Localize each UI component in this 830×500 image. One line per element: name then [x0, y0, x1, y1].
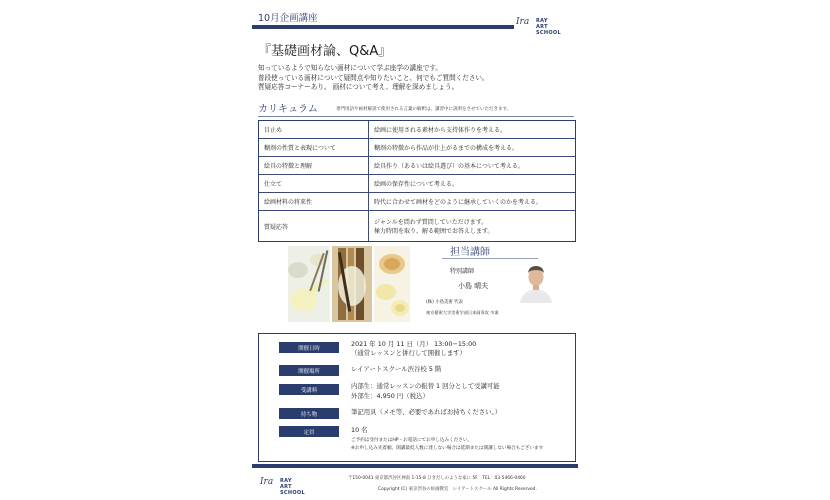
wood-brushes-photo: [332, 246, 372, 322]
school-logo: [516, 16, 576, 38]
curriculum-desc: 糊剤の特徴から作品が仕上がるまでの構成を考える。: [374, 145, 519, 152]
brushes-photo: [288, 246, 330, 322]
curriculum-desc: 絵画に使用される素材から支持体作りを考える。: [374, 127, 507, 134]
lecturer-portrait: [516, 261, 556, 303]
footer-address: 〒150-0041 東京都渋谷区神南 1-15-8 ひきだしのような家に 5F TEL：03-5466-0460: [348, 476, 526, 481]
table-row: [259, 175, 575, 193]
fee-label: 受講料: [279, 384, 339, 395]
curriculum-heading: カリキュラム: [258, 104, 318, 115]
curriculum-rule: [258, 116, 574, 117]
curriculum-note: 専門用語や画材解説で使用される言葉の解釈は、講習中に説明をさせていただきます。: [336, 107, 512, 112]
logo-mark-icon: Ira: [516, 17, 530, 27]
curriculum-desc: 絵画の保存性について考える。: [374, 181, 458, 188]
curriculum-topic: 仕立て: [259, 175, 369, 192]
course-title: 『基礎画材論、Q&A』: [258, 44, 392, 59]
footer-logo: [260, 476, 320, 496]
art-materials-photos: [288, 242, 410, 326]
table-row: [259, 193, 575, 211]
curriculum-topic: 質疑応答: [259, 211, 369, 241]
intro-text: 知っているようで知らない画材について学ぶ座学の講座です。 普段使っている画材について疑問点や知りたいこと、何でもご質問ください。 質疑応答コーナーあり。 画材について考え、理解を深めましょう。: [258, 64, 489, 92]
footer-copyright: Copyright (C) 東京渋谷の絵画教室 レイアートスクール All Rights Reserved.: [378, 487, 537, 492]
table-row: [259, 211, 575, 241]
lecturer-rule: [442, 258, 538, 259]
logo-text: RAY ART SCHOOL: [536, 18, 561, 36]
table-row: [259, 157, 575, 175]
items-label: 持ち物: [279, 408, 339, 419]
place-value: レイアートスクール渋谷校 5 階: [351, 365, 442, 373]
items-value: 筆記用具（メモ等、必要であればお持ちください。）: [351, 408, 502, 416]
flyer-sheet: [252, 0, 578, 500]
curriculum-desc: 時代に合わせて画材をどのように継承していくのかを考える。: [374, 199, 543, 206]
lecturer-career: 東京藝術大学美術学部日本画専攻 卒業: [426, 310, 499, 315]
logo-text: RAY ART SCHOOL: [280, 478, 305, 496]
curriculum-topic: 絵画材料の将来性: [259, 193, 369, 210]
table-row: [259, 139, 575, 157]
event-details-box: [258, 333, 576, 462]
logo-mark-icon: Ira: [260, 477, 274, 487]
curriculum-table: [258, 120, 576, 242]
cancellation-note: ※お申し込み先着順。開講最低人数に達しない場合は延期または開講しない場合もございます: [351, 446, 544, 451]
lecturer-name: 小島 晴夫: [458, 282, 489, 290]
lecturer-affiliation: (株) 小島美術 代表: [426, 300, 463, 305]
lecturer-heading: 担当講師: [450, 247, 490, 258]
lecturer-role: 特別講師: [450, 268, 475, 275]
curriculum-desc: ジャンルを問わず質問していただけます。 極力時間を取り、解る範囲でお答えします。: [374, 219, 494, 235]
curriculum-desc: 絵具作り（あるいは絵具選び）の基本について考える。: [374, 163, 524, 170]
paint-bowls-photo: [374, 246, 410, 322]
date-subnote: （通常レッスンと併行して開催します）: [351, 349, 466, 357]
table-row: [259, 121, 575, 139]
curriculum-topic: 糊剤の性質と表現について: [259, 139, 369, 156]
place-label: 開催場所: [279, 365, 339, 376]
date-value: 2021 年 10 月 11 日（月） 13:00−15:00: [351, 340, 477, 348]
curriculum-topic: 目止め: [259, 121, 369, 138]
capacity-label: 定員: [279, 426, 339, 437]
capacity-value: 10 名: [351, 426, 368, 434]
header-rule: [252, 25, 514, 29]
event-category-label: 10月企画講座: [258, 13, 318, 24]
footer-rule: [252, 464, 578, 468]
curriculum-topic: 絵具の特徴と理解: [259, 157, 369, 174]
fee-external: 外部生：4,950 円（税込）: [351, 392, 429, 400]
booking-note: ご予約は受付またはHP・お電話にてお申し込みください。: [351, 438, 473, 443]
fee-member: 内部生：通常レッスンの振替 1 回分として受講可能: [351, 382, 500, 390]
date-label: 開催日時: [279, 342, 339, 353]
